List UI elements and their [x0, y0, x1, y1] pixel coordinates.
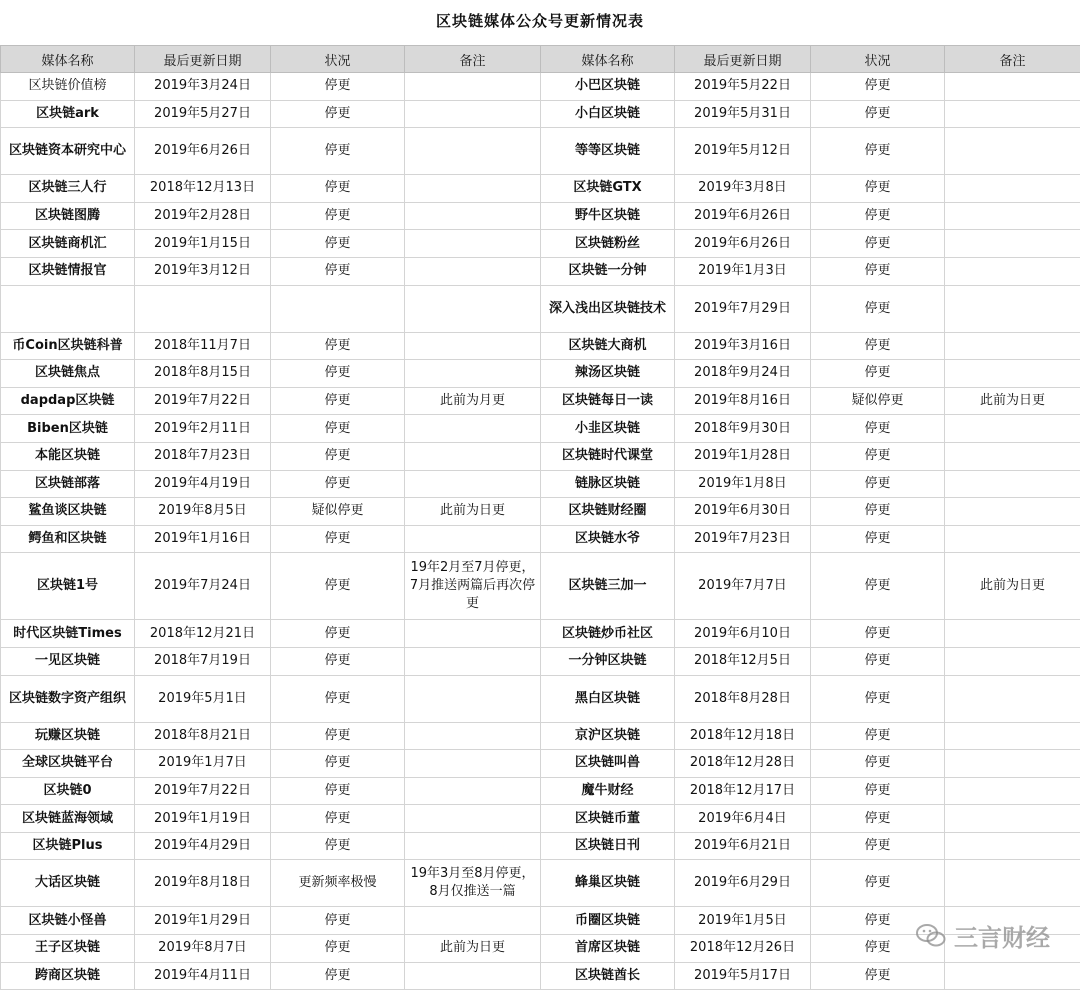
status-cell: 停更: [271, 387, 405, 415]
media-name-cell: 区块链0: [1, 777, 135, 805]
status-cell: 停更: [811, 805, 945, 833]
table-row: [1, 962, 1080, 990]
status-cell: 停更: [271, 675, 405, 722]
last-update-cell: 2018年12月18日: [675, 722, 811, 750]
media-name-cell: 区块链时代课堂: [541, 442, 675, 470]
status-cell: 停更: [271, 128, 405, 175]
last-update-cell: 2019年7月22日: [135, 777, 271, 805]
table-row: [1, 860, 1080, 907]
remark-cell: [945, 647, 1080, 675]
remark-cell: [405, 285, 541, 332]
last-update-cell: 2018年7月19日: [135, 647, 271, 675]
column-header: 备注: [405, 46, 541, 73]
status-cell: 停更: [811, 128, 945, 175]
remark-cell: [945, 832, 1080, 860]
status-cell: 停更: [271, 100, 405, 128]
column-header: 状况: [811, 46, 945, 73]
remark-cell: [945, 415, 1080, 443]
remark-cell: 此前为日更: [945, 553, 1080, 620]
table-row: [1, 285, 1080, 332]
table-row: [1, 128, 1080, 175]
last-update-cell: 2019年8月16日: [675, 387, 811, 415]
table-row: [1, 230, 1080, 258]
table-row: [1, 675, 1080, 722]
media-name-cell: 区块链部落: [1, 470, 135, 498]
last-update-cell: 2019年1月28日: [675, 442, 811, 470]
media-name-cell: 区块链资本研究中心: [1, 128, 135, 175]
media-name-cell: 区块链Plus: [1, 832, 135, 860]
last-update-cell: 2018年12月17日: [675, 777, 811, 805]
table-row: [1, 332, 1080, 360]
table-row: [1, 257, 1080, 285]
table-row: [1, 832, 1080, 860]
table-row: [1, 750, 1080, 778]
media-name-cell: 一见区块链: [1, 647, 135, 675]
media-name-cell: 区块链价值榜: [1, 73, 135, 101]
remark-cell: [945, 962, 1080, 990]
watermark-text: 三言财经: [954, 918, 1050, 953]
table-row: [1, 553, 1080, 620]
last-update-cell: 2019年8月5日: [135, 498, 271, 526]
last-update-cell: 2019年7月29日: [675, 285, 811, 332]
last-update-cell: 2018年8月15日: [135, 360, 271, 388]
status-cell: 停更: [811, 647, 945, 675]
table-row: [1, 777, 1080, 805]
last-update-cell: 2019年8月7日: [135, 935, 271, 963]
column-header: 最后更新日期: [675, 46, 811, 73]
media-name-cell: 区块链1号: [1, 553, 135, 620]
last-update-cell: 2018年7月23日: [135, 442, 271, 470]
table-row: [1, 73, 1080, 101]
last-update-cell: 2019年5月31日: [675, 100, 811, 128]
status-cell: 停更: [811, 620, 945, 648]
media-name-cell: 本能区块链: [1, 442, 135, 470]
media-update-table: [0, 45, 1080, 990]
status-cell: 停更: [811, 360, 945, 388]
media-name-cell: 区块链蓝海领域: [1, 805, 135, 833]
last-update-cell: 2019年6月4日: [675, 805, 811, 833]
table-row: [1, 470, 1080, 498]
remark-cell: [405, 470, 541, 498]
last-update-cell: 2019年4月19日: [135, 470, 271, 498]
last-update-cell: 2019年5月1日: [135, 675, 271, 722]
status-cell: 停更: [271, 750, 405, 778]
media-name-cell: 链脉区块链: [541, 470, 675, 498]
table-title: 区块链媒体公众号更新情况表: [0, 10, 1080, 31]
remark-cell: [405, 620, 541, 648]
remark-cell: [405, 647, 541, 675]
remark-cell: [945, 498, 1080, 526]
last-update-cell: 2019年6月21日: [675, 832, 811, 860]
remark-cell: [405, 73, 541, 101]
column-header: 状况: [271, 46, 405, 73]
media-name-cell: 大话区块链: [1, 860, 135, 907]
last-update-cell: 2019年8月18日: [135, 860, 271, 907]
status-cell: 停更: [811, 722, 945, 750]
last-update-cell: 2019年1月19日: [135, 805, 271, 833]
last-update-cell: 2018年9月24日: [675, 360, 811, 388]
last-update-cell: 2018年11月7日: [135, 332, 271, 360]
last-update-cell: 2019年7月24日: [135, 553, 271, 620]
status-cell: 停更: [811, 415, 945, 443]
media-name-cell: 区块链数字资产组织: [1, 675, 135, 722]
remark-cell: [405, 675, 541, 722]
status-cell: 停更: [811, 498, 945, 526]
last-update-cell: 2019年4月29日: [135, 832, 271, 860]
status-cell: 停更: [811, 470, 945, 498]
status-cell: 停更: [811, 907, 945, 935]
table-row: [1, 415, 1080, 443]
column-header: 最后更新日期: [135, 46, 271, 73]
last-update-cell: 2019年7月22日: [135, 387, 271, 415]
remark-cell: 此前为月更: [405, 387, 541, 415]
last-update-cell: 2019年1月3日: [675, 257, 811, 285]
media-name-cell: 小巴区块链: [541, 73, 675, 101]
remark-cell: 19年3月至8月停更，8月仅推送一篇: [405, 860, 541, 907]
media-name-cell: 区块链大商机: [541, 332, 675, 360]
table-row: [1, 620, 1080, 648]
last-update-cell: 2018年12月26日: [675, 935, 811, 963]
last-update-cell: 2018年8月21日: [135, 722, 271, 750]
remark-cell: [945, 442, 1080, 470]
status-cell: 停更: [271, 647, 405, 675]
remark-cell: [405, 962, 541, 990]
media-name-cell: 区块链财经圈: [541, 498, 675, 526]
media-name-cell: 区块链小怪兽: [1, 907, 135, 935]
table-row: [1, 442, 1080, 470]
status-cell: 停更: [271, 777, 405, 805]
media-name-cell: 区块链粉丝: [541, 230, 675, 258]
last-update-cell: 2018年12月21日: [135, 620, 271, 648]
last-update-cell: 2019年6月26日: [675, 230, 811, 258]
table-row: [1, 202, 1080, 230]
table-row: [1, 175, 1080, 203]
last-update-cell: 2018年12月5日: [675, 647, 811, 675]
last-update-cell: 2019年4月11日: [135, 962, 271, 990]
media-name-cell: 区块链叫兽: [541, 750, 675, 778]
status-cell: 疑似停更: [811, 387, 945, 415]
media-name-cell: 币圈区块链: [541, 907, 675, 935]
status-cell: 停更: [811, 175, 945, 203]
last-update-cell: 2019年3月16日: [675, 332, 811, 360]
remark-cell: [405, 128, 541, 175]
media-name-cell: 区块链一分钟: [541, 257, 675, 285]
watermark: [916, 918, 1050, 953]
media-name-cell: 区块链图腾: [1, 202, 135, 230]
status-cell: 停更: [271, 525, 405, 553]
media-name-cell: 鳄鱼和区块链: [1, 525, 135, 553]
media-name-cell: 京沪区块链: [541, 722, 675, 750]
media-name-cell: 区块链三加一: [541, 553, 675, 620]
last-update-cell: 2018年12月13日: [135, 175, 271, 203]
status-cell: 停更: [271, 805, 405, 833]
last-update-cell: 2019年2月11日: [135, 415, 271, 443]
status-cell: 停更: [271, 470, 405, 498]
media-name-cell: 币Coin区块链科普: [1, 332, 135, 360]
status-cell: 停更: [811, 332, 945, 360]
remark-cell: [405, 777, 541, 805]
status-cell: 停更: [271, 415, 405, 443]
status-cell: 停更: [811, 73, 945, 101]
last-update-cell: 2019年5月17日: [675, 962, 811, 990]
status-cell: 停更: [811, 675, 945, 722]
status-cell: 停更: [811, 442, 945, 470]
status-cell: 停更: [271, 360, 405, 388]
status-cell: [271, 285, 405, 332]
table-row: [1, 722, 1080, 750]
media-name-cell: 区块链水爷: [541, 525, 675, 553]
media-name-cell: 区块链焦点: [1, 360, 135, 388]
status-cell: 停更: [271, 257, 405, 285]
status-cell: 停更: [811, 202, 945, 230]
status-cell: 更新频率极慢: [271, 860, 405, 907]
table-row: [1, 360, 1080, 388]
media-name-cell: 区块链酋长: [541, 962, 675, 990]
remark-cell: [945, 257, 1080, 285]
media-name-cell: 魔牛财经: [541, 777, 675, 805]
status-cell: 停更: [811, 777, 945, 805]
status-cell: 停更: [811, 285, 945, 332]
remark-cell: [405, 360, 541, 388]
media-name-cell: 玩赚区块链: [1, 722, 135, 750]
media-name-cell: 蜂巢区块链: [541, 860, 675, 907]
remark-cell: [945, 675, 1080, 722]
remark-cell: [945, 470, 1080, 498]
last-update-cell: 2019年3月24日: [135, 73, 271, 101]
remark-cell: [945, 620, 1080, 648]
last-update-cell: 2018年12月28日: [675, 750, 811, 778]
remark-cell: [945, 360, 1080, 388]
status-cell: 停更: [271, 832, 405, 860]
status-cell: 停更: [811, 230, 945, 258]
media-name-cell: 区块链ark: [1, 100, 135, 128]
remark-cell: [945, 750, 1080, 778]
media-name-cell: 区块链GTX: [541, 175, 675, 203]
column-header: 媒体名称: [541, 46, 675, 73]
last-update-cell: 2019年5月22日: [675, 73, 811, 101]
remark-cell: [405, 907, 541, 935]
media-name-cell: [1, 285, 135, 332]
remark-cell: [945, 128, 1080, 175]
media-name-cell: Biben区块链: [1, 415, 135, 443]
status-cell: 停更: [811, 750, 945, 778]
table-row: [1, 100, 1080, 128]
media-name-cell: 小白区块链: [541, 100, 675, 128]
remark-cell: 此前为日更: [405, 935, 541, 963]
media-name-cell: 首席区块链: [541, 935, 675, 963]
media-name-cell: 鲨鱼谈区块链: [1, 498, 135, 526]
media-name-cell: 野牛区块链: [541, 202, 675, 230]
last-update-cell: 2019年1月7日: [135, 750, 271, 778]
status-cell: 停更: [811, 935, 945, 963]
remark-cell: [945, 202, 1080, 230]
media-name-cell: 深入浅出区块链技术: [541, 285, 675, 332]
status-cell: 停更: [271, 175, 405, 203]
last-update-cell: 2019年7月23日: [675, 525, 811, 553]
remark-cell: [945, 332, 1080, 360]
remark-cell: [405, 230, 541, 258]
status-cell: 停更: [811, 832, 945, 860]
remark-cell: [405, 805, 541, 833]
media-name-cell: 跨商区块链: [1, 962, 135, 990]
remark-cell: [945, 100, 1080, 128]
media-name-cell: 区块链商机汇: [1, 230, 135, 258]
media-name-cell: 一分钟区块链: [541, 647, 675, 675]
table-body: [1, 73, 1080, 990]
status-cell: 停更: [811, 962, 945, 990]
status-cell: 停更: [811, 257, 945, 285]
remark-cell: [945, 175, 1080, 203]
table-row: [1, 387, 1080, 415]
last-update-cell: [135, 285, 271, 332]
status-cell: 停更: [271, 230, 405, 258]
last-update-cell: 2019年6月26日: [135, 128, 271, 175]
status-cell: 停更: [271, 935, 405, 963]
last-update-cell: 2019年6月29日: [675, 860, 811, 907]
remark-cell: [405, 525, 541, 553]
media-name-cell: 区块链币董: [541, 805, 675, 833]
remark-cell: [405, 202, 541, 230]
media-name-cell: 区块链每日一读: [541, 387, 675, 415]
remark-cell: 19年2月至7月停更，7月推送两篇后再次停更: [405, 553, 541, 620]
status-cell: 停更: [271, 332, 405, 360]
remark-cell: [405, 442, 541, 470]
last-update-cell: 2018年8月28日: [675, 675, 811, 722]
status-cell: 停更: [271, 442, 405, 470]
media-name-cell: 全球区块链平台: [1, 750, 135, 778]
remark-cell: [405, 722, 541, 750]
status-cell: 停更: [811, 860, 945, 907]
remark-cell: [945, 777, 1080, 805]
remark-cell: 此前为日更: [405, 498, 541, 526]
status-cell: 停更: [271, 553, 405, 620]
media-name-cell: 区块链情报官: [1, 257, 135, 285]
remark-cell: [405, 100, 541, 128]
remark-cell: [405, 750, 541, 778]
remark-cell: 此前为日更: [945, 387, 1080, 415]
remark-cell: [945, 73, 1080, 101]
last-update-cell: 2019年6月26日: [675, 202, 811, 230]
remark-cell: [405, 175, 541, 203]
last-update-cell: 2019年5月12日: [675, 128, 811, 175]
remark-cell: [945, 805, 1080, 833]
header-row: [1, 46, 1080, 73]
media-name-cell: 区块链炒币社区: [541, 620, 675, 648]
column-header: 备注: [945, 46, 1080, 73]
remark-cell: [405, 832, 541, 860]
media-name-cell: dapdap区块链: [1, 387, 135, 415]
media-name-cell: 小韭区块链: [541, 415, 675, 443]
last-update-cell: 2019年6月30日: [675, 498, 811, 526]
table-row: [1, 498, 1080, 526]
remark-cell: [945, 230, 1080, 258]
table-row: [1, 805, 1080, 833]
remark-cell: [405, 332, 541, 360]
status-cell: 停更: [271, 962, 405, 990]
status-cell: 停更: [811, 100, 945, 128]
last-update-cell: 2019年7月7日: [675, 553, 811, 620]
last-update-cell: 2019年3月12日: [135, 257, 271, 285]
remark-cell: [945, 525, 1080, 553]
last-update-cell: 2019年1月16日: [135, 525, 271, 553]
last-update-cell: 2019年2月28日: [135, 202, 271, 230]
last-update-cell: 2019年1月15日: [135, 230, 271, 258]
remark-cell: [945, 860, 1080, 907]
status-cell: 停更: [271, 620, 405, 648]
media-name-cell: 区块链三人行: [1, 175, 135, 203]
last-update-cell: 2019年5月27日: [135, 100, 271, 128]
status-cell: 停更: [811, 553, 945, 620]
media-name-cell: 等等区块链: [541, 128, 675, 175]
table-row: [1, 525, 1080, 553]
status-cell: 疑似停更: [271, 498, 405, 526]
last-update-cell: 2019年1月29日: [135, 907, 271, 935]
status-cell: 停更: [271, 73, 405, 101]
last-update-cell: 2018年9月30日: [675, 415, 811, 443]
wechat-icon: [916, 923, 946, 949]
media-name-cell: 时代区块链Times: [1, 620, 135, 648]
status-cell: 停更: [271, 722, 405, 750]
remark-cell: [405, 257, 541, 285]
media-name-cell: 辣汤区块链: [541, 360, 675, 388]
column-header: 媒体名称: [1, 46, 135, 73]
remark-cell: [945, 722, 1080, 750]
last-update-cell: 2019年1月8日: [675, 470, 811, 498]
remark-cell: [405, 415, 541, 443]
last-update-cell: 2019年3月8日: [675, 175, 811, 203]
last-update-cell: 2019年1月5日: [675, 907, 811, 935]
status-cell: 停更: [271, 202, 405, 230]
remark-cell: [945, 285, 1080, 332]
media-name-cell: 区块链日刊: [541, 832, 675, 860]
media-name-cell: 黑白区块链: [541, 675, 675, 722]
table-row: [1, 647, 1080, 675]
status-cell: 停更: [271, 907, 405, 935]
media-name-cell: 王子区块链: [1, 935, 135, 963]
last-update-cell: 2019年6月10日: [675, 620, 811, 648]
status-cell: 停更: [811, 525, 945, 553]
